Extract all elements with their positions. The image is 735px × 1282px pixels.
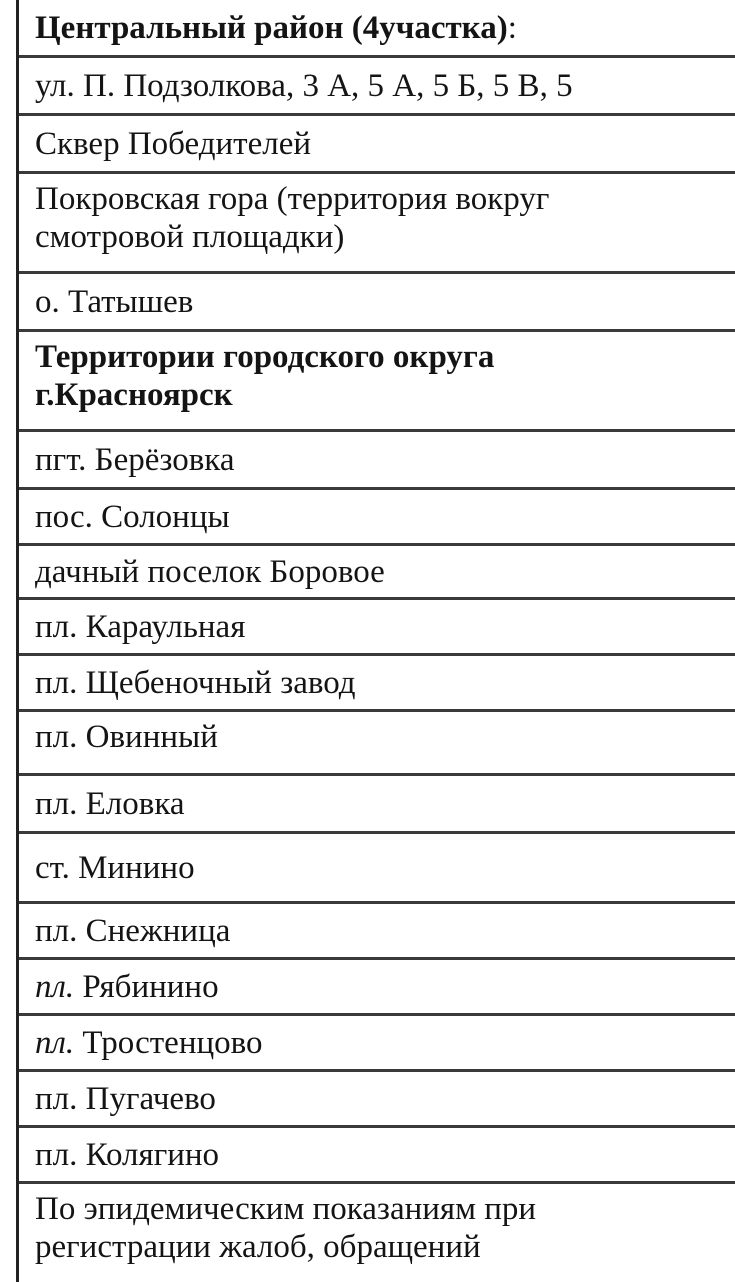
location-cell: Сквер Победителей — [35, 125, 312, 162]
table-row-footer — [19, 1184, 735, 1282]
item-prefix: пл. — [35, 1024, 75, 1061]
table-row — [19, 1016, 735, 1072]
location-cell-line1: Покровская гора (территория вокруг — [35, 181, 550, 217]
table-row — [19, 1072, 735, 1128]
location-cell: пл. Снежница — [35, 912, 231, 949]
table-row — [19, 600, 735, 656]
location-cell: пос. Солонцы — [35, 498, 230, 535]
table-row — [19, 490, 735, 546]
table-row — [19, 274, 735, 332]
district-heading: Центральный район (4участка) — [35, 9, 508, 46]
footer-line1: По эпидемическим показаниям при — [35, 1191, 537, 1227]
section-heading-line1: Территории городского округа — [35, 339, 495, 375]
location-cell: пл. Щебеночный завод — [35, 664, 356, 701]
table-row — [19, 174, 735, 274]
table-row — [19, 1128, 735, 1184]
footer-line2: регистрации жалоб, обращений — [35, 1229, 481, 1265]
address-cell: ул. П. Подзолкова, 3 А, 5 А, 5 Б, 5 В, 5 — [35, 67, 573, 104]
location-cell: пгт. Берёзовка — [35, 441, 235, 478]
location-cell: пл. Караульная — [35, 608, 246, 645]
table-row — [19, 432, 735, 490]
location-cell: ст. Минино — [35, 849, 195, 886]
item-prefix: пл. — [35, 968, 75, 1005]
location-cell: дачный поселок Боровое — [35, 553, 385, 590]
location-cell: пл. Пугачево — [35, 1080, 216, 1117]
section-heading-line2: г.Красноярск — [35, 377, 233, 413]
table-row — [19, 546, 735, 600]
table-row — [19, 776, 735, 834]
table-row — [19, 834, 735, 904]
table-row — [19, 904, 735, 960]
location-cell: пл. Колягино — [35, 1136, 220, 1173]
location-cell: о. Татышев — [35, 283, 194, 320]
table-row-header — [19, 0, 735, 58]
location-cell: пл. Овинный — [35, 719, 218, 755]
table-row — [19, 712, 735, 776]
heading-colon: : — [507, 9, 517, 46]
table-row-section — [19, 332, 735, 432]
locations-table — [16, 0, 735, 1282]
location-cell: пл. Еловка — [35, 785, 185, 822]
location-cell-line2: смотровой площадки) — [35, 219, 345, 255]
location-cell: Рябинино — [74, 968, 219, 1005]
location-cell: Тростенцово — [74, 1024, 263, 1061]
table-row — [19, 960, 735, 1016]
table-row — [19, 116, 735, 174]
table-row — [19, 656, 735, 712]
table-row — [19, 58, 735, 116]
